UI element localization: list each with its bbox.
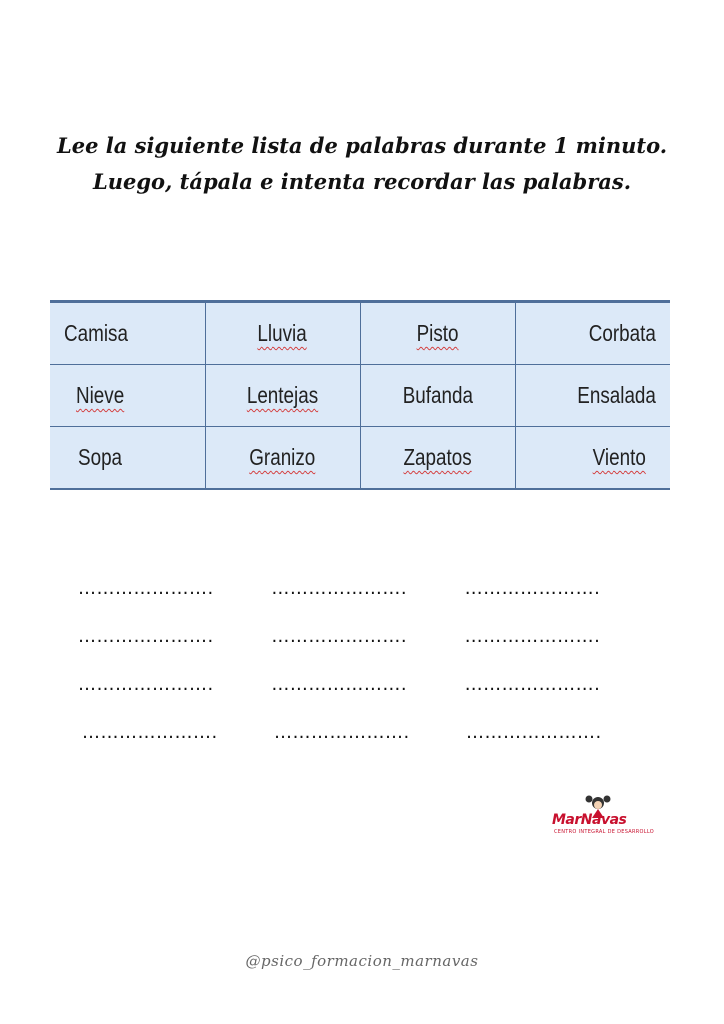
word: Corbata [588, 320, 656, 346]
answer-blank[interactable]: …………………. [464, 578, 601, 599]
instruction-line-1: Lee la siguiente lista de palabras durante 1 minuto. [56, 133, 668, 158]
answer-blank[interactable]: …………………. [274, 722, 410, 743]
answer-blank[interactable]: …………………. [78, 626, 214, 647]
word-cell [515, 302, 670, 365]
word: Pisto [416, 320, 459, 346]
word: Bufanda [402, 382, 473, 408]
word-table [50, 300, 670, 490]
answer-blank[interactable]: …………………. [271, 674, 408, 695]
word-cell [205, 302, 360, 365]
answer-blank[interactable]: …………………. [271, 626, 408, 647]
instructions [0, 128, 724, 200]
footer-handle: @psico_formacion_marnavas [245, 952, 479, 970]
answer-row [78, 578, 658, 626]
word-cell [50, 427, 205, 490]
logo-name: MarNavas [552, 812, 627, 828]
word: Ensalada [577, 382, 656, 408]
answer-blank[interactable]: …………………. [271, 578, 408, 599]
answer-row [78, 626, 658, 674]
instruction-line-2: Luego, tápala e intenta recordar las palabras. [92, 169, 632, 194]
answer-blank[interactable]: …………………. [466, 722, 602, 743]
word-cell [360, 302, 515, 365]
word-cell [205, 427, 360, 490]
word: Viento [592, 444, 646, 470]
answer-row [78, 674, 658, 722]
logo-tagline: CENTRO INTEGRAL DE DESARROLLO [554, 829, 655, 835]
answer-area [78, 578, 658, 770]
answer-blank[interactable]: …………………. [464, 626, 601, 647]
word-cell [360, 427, 515, 490]
word-row [50, 365, 670, 427]
word-cell [50, 365, 205, 427]
answer-blank[interactable]: …………………. [78, 578, 214, 599]
word-row [50, 427, 670, 490]
marnavas-logo [552, 794, 655, 838]
word-cell [515, 427, 670, 490]
answer-row [78, 722, 658, 770]
word: Lluvia [257, 320, 308, 346]
word: Nieve [76, 382, 125, 408]
word: Camisa [64, 320, 128, 346]
word-cell [360, 365, 515, 427]
word-cell [205, 365, 360, 427]
word: Lentejas [246, 382, 319, 408]
word: Granizo [249, 444, 316, 470]
word-row [50, 302, 670, 365]
answer-blank[interactable]: …………………. [82, 722, 218, 743]
word: Sopa [78, 444, 123, 470]
word: Zapatos [403, 444, 472, 470]
answer-blank[interactable]: …………………. [464, 674, 601, 695]
word-cell [50, 302, 205, 365]
word-cell [515, 365, 670, 427]
answer-blank[interactable]: …………………. [78, 674, 214, 695]
